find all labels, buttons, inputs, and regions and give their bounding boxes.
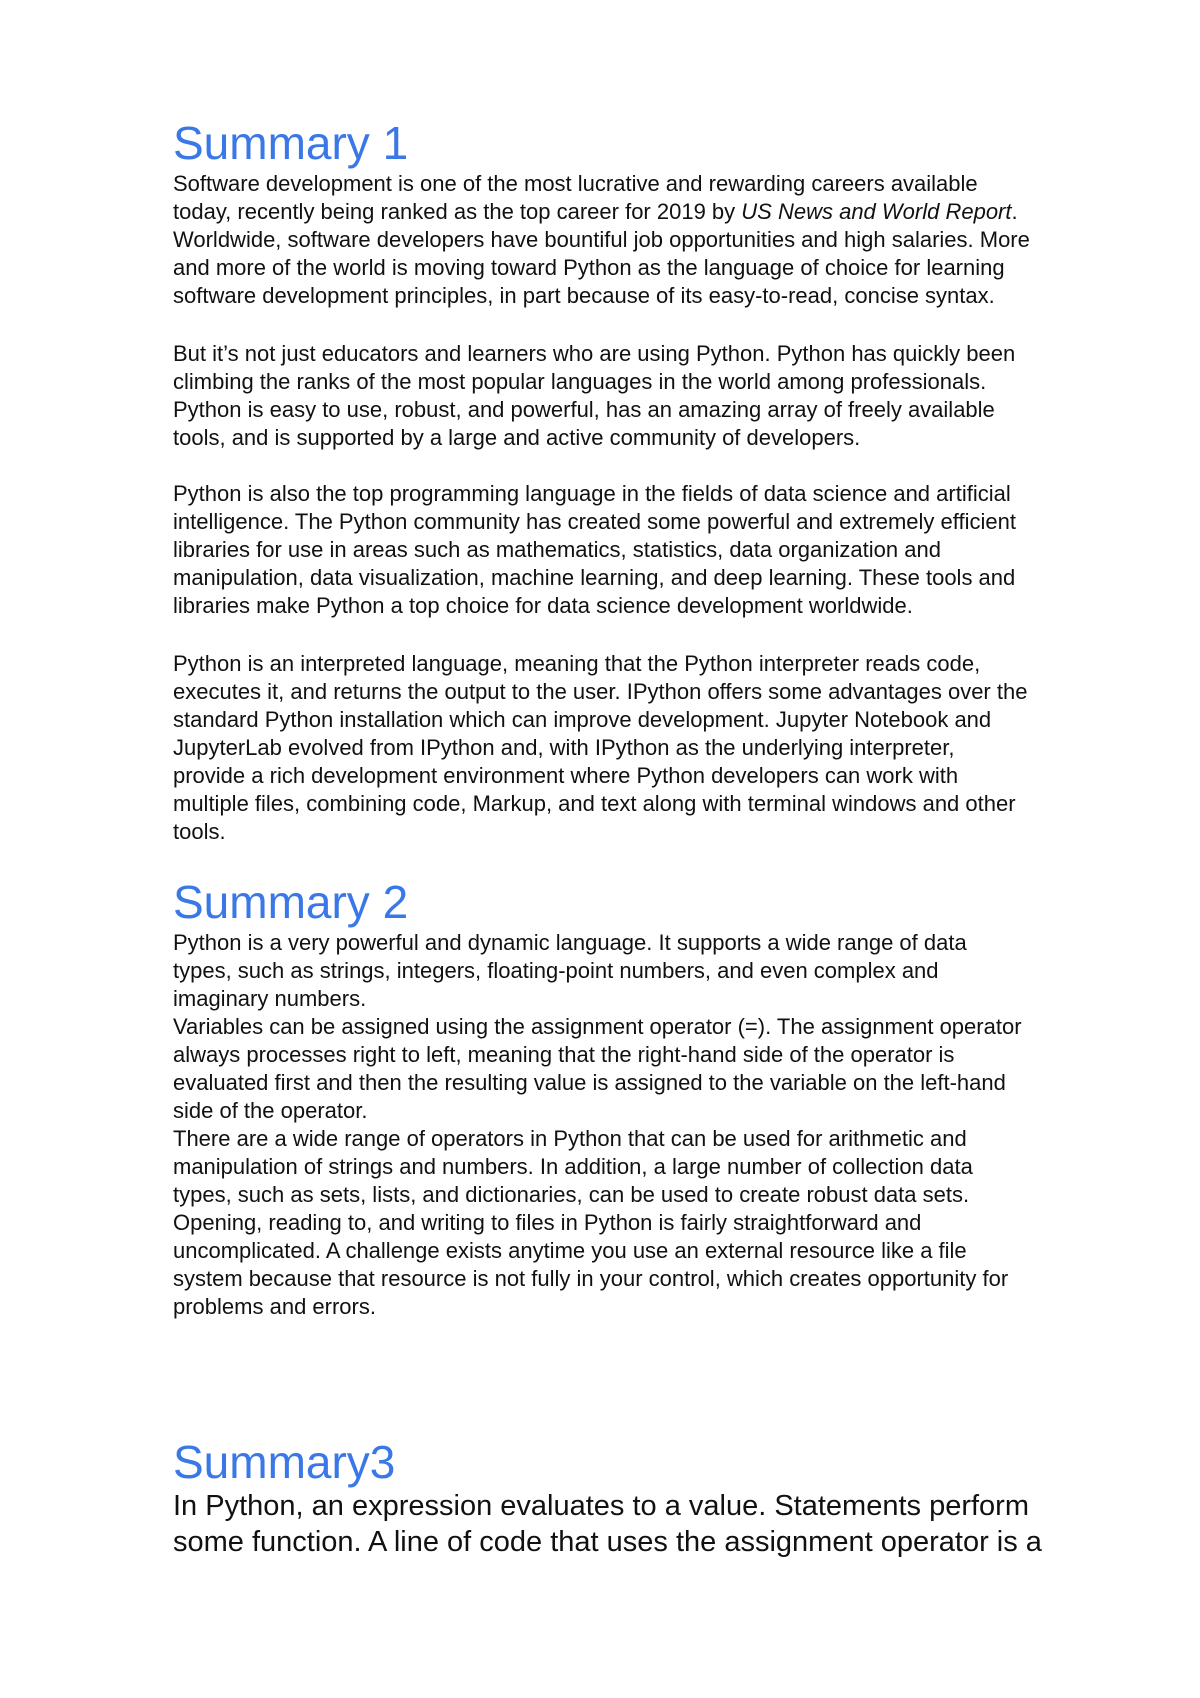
text-line: manipulation of strings and numbers. In addition, a large number of collection data xyxy=(173,1154,973,1179)
text-line: uncomplicated. A challenge exists anytime you use an external resource like a file xyxy=(173,1238,967,1263)
text-line: libraries for use in areas such as mathematics, statistics, data organization and xyxy=(173,537,941,562)
text-line: JupyterLab evolved from IPython and, with IPython as the underlying interpreter, xyxy=(173,735,955,760)
text-line: some function. A line of code that uses the assignment operator is a xyxy=(173,1526,1042,1558)
summary-1-paragraph-3 xyxy=(173,480,1133,620)
text-segment: . xyxy=(1011,199,1018,224)
text-line: Python is also the top programming language in the fields of data science and artificial xyxy=(173,481,1011,506)
text-line: imaginary numbers. xyxy=(173,986,367,1011)
summary-3-heading: Summary3 xyxy=(173,1436,396,1488)
summary-1-heading: Summary 1 xyxy=(173,117,409,169)
text-line xyxy=(173,198,1133,226)
text-line: Python is a very powerful and dynamic language. It supports a wide range of data xyxy=(173,930,967,955)
summary-1-paragraph-1 xyxy=(173,170,1133,310)
text-line: evaluated first and then the resulting value is assigned to the variable on the left-hand xyxy=(173,1070,1006,1095)
text-line: tools, and is supported by a large and active community of developers. xyxy=(173,425,861,450)
text-line: Python is easy to use, robust, and powerful, has an amazing array of freely available xyxy=(173,397,995,422)
text-line: and more of the world is moving toward Python as the language of choice for learning xyxy=(173,255,1005,280)
text-line: Variables can be assigned using the assignment operator (=). The assignment operator xyxy=(173,1014,1022,1039)
text-line: Opening, reading to, and writing to files in Python is fairly straightforward and xyxy=(173,1210,922,1235)
text-line: In Python, an expression evaluates to a value. Statements perform xyxy=(173,1490,1029,1522)
text-segment: today, recently being ranked as the top career for 2019 by xyxy=(173,199,742,224)
text-line: types, such as strings, integers, floating-point numbers, and even complex and xyxy=(173,958,939,983)
text-line: standard Python installation which can improve development. Jupyter Notebook and xyxy=(173,707,992,732)
text-line: manipulation, data visualization, machine learning, and deep learning. These tools and xyxy=(173,565,1016,590)
publication-name: US News and World Report xyxy=(741,199,1012,224)
text-line: software development principles, in part because of its easy-to-read, concise syntax. xyxy=(173,283,995,308)
text-line: Software development is one of the most lucrative and rewarding careers available xyxy=(173,171,978,196)
text-line: types, such as sets, lists, and dictionaries, can be used to create robust data sets. xyxy=(173,1182,970,1207)
text-line: intelligence. The Python community has created some powerful and extremely efficient xyxy=(173,509,1016,534)
summary-2-heading: Summary 2 xyxy=(173,876,409,928)
text-line: provide a rich development environment where Python developers can work with xyxy=(173,763,959,788)
text-line: libraries make Python a top choice for data science development worldwide. xyxy=(173,593,913,618)
text-line: problems and errors. xyxy=(173,1294,376,1319)
text-line: tools. xyxy=(173,819,226,844)
text-line: executes it, and returns the output to the user. IPython offers some advantages over the xyxy=(173,679,1028,704)
text-line: system because that resource is not fully in your control, which creates opportunity for xyxy=(173,1266,1009,1291)
text-line: But it’s not just educators and learners who are using Python. Python has quickly been xyxy=(173,341,1016,366)
summary-2-body xyxy=(173,929,1133,1321)
text-line: side of the operator. xyxy=(173,1098,368,1123)
text-line: multiple files, combining code, Markup, and text along with terminal windows and other xyxy=(173,791,1016,816)
summary-3-body xyxy=(173,1488,1133,1560)
text-line: climbing the ranks of the most popular languages in the world among professionals. xyxy=(173,369,987,394)
text-line: There are a wide range of operators in Python that can be used for arithmetic and xyxy=(173,1126,967,1151)
text-line: Python is an interpreted language, meaning that the Python interpreter reads code, xyxy=(173,651,981,676)
summary-1-paragraph-4 xyxy=(173,650,1133,846)
text-line: Worldwide, software developers have bountiful job opportunities and high salaries. More xyxy=(173,227,1030,252)
summary-1-paragraph-2 xyxy=(173,340,1133,452)
text-line: always processes right to left, meaning that the right-hand side of the operator is xyxy=(173,1042,955,1067)
